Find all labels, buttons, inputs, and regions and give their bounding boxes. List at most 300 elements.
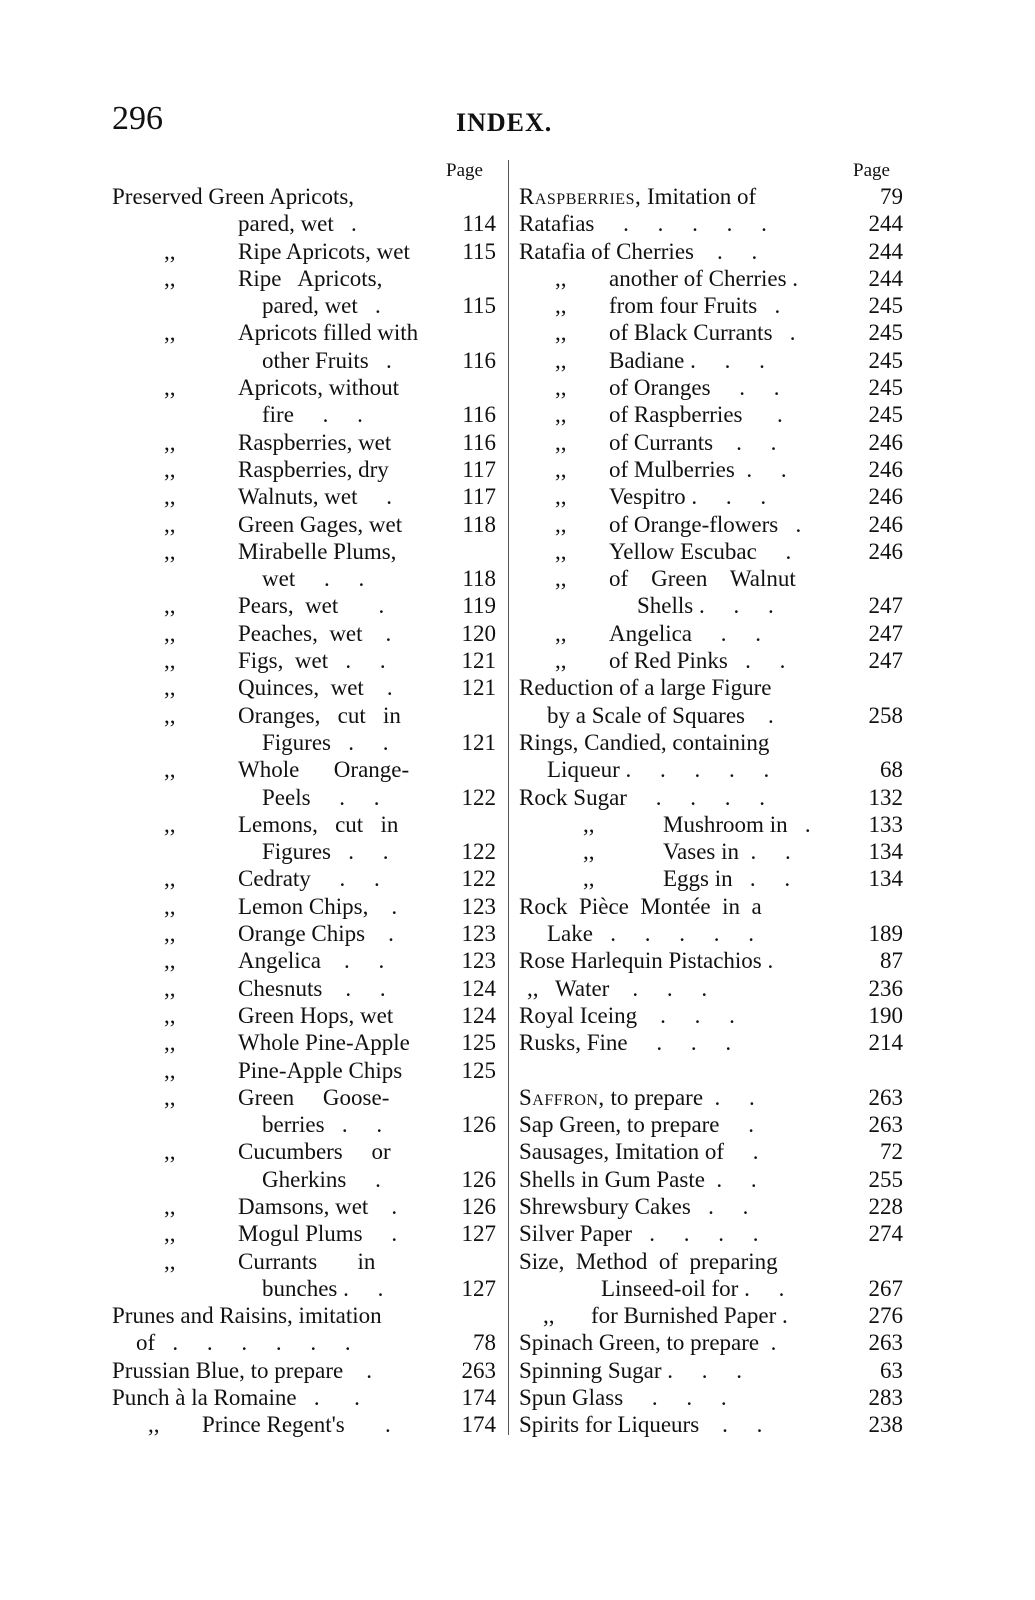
ditto-mark: ,,: [164, 429, 176, 455]
index-entry: [112, 1111, 496, 1138]
index-entry: [519, 647, 903, 674]
entry-label: other Fruits .: [262, 347, 392, 373]
entry-text: [609, 292, 780, 319]
entry-label: of Raspberries .: [609, 402, 783, 428]
entry-text: [238, 647, 386, 674]
index-entry: [519, 893, 903, 920]
entry-label: Imitation of: [641, 184, 757, 209]
entry-text: [262, 1166, 381, 1193]
right-index-column: [519, 183, 903, 1439]
index-entry: [519, 1357, 903, 1384]
ditto-mark: ,,: [164, 921, 176, 947]
index-entry: [112, 1166, 496, 1193]
entry-label: Damsons, wet .: [238, 1193, 398, 1219]
entry-text: [238, 893, 397, 920]
ditto-mark: ,,: [164, 1221, 176, 1247]
entry-label: Figures . .: [262, 839, 389, 865]
index-entry: [112, 920, 496, 947]
index-entry: [519, 565, 903, 592]
column-divider: [508, 160, 509, 1435]
entry-text: [136, 1329, 351, 1356]
ditto-mark: ,,: [555, 484, 567, 510]
page-reference: 134: [868, 839, 903, 865]
index-entry: [112, 183, 496, 210]
index-entry: [112, 1220, 496, 1247]
entry-text: [519, 1084, 755, 1111]
ditto-mark: ,,: [164, 375, 176, 401]
entry-text: [238, 538, 396, 565]
ditto-mark: ,,: [164, 811, 176, 837]
entry-text: [262, 1275, 383, 1302]
index-entry: [112, 702, 496, 729]
ditto-mark: ,,: [164, 1139, 176, 1165]
page-reference: 119: [462, 593, 496, 619]
ditto-mark: ,,: [583, 866, 595, 892]
index-entry: [519, 401, 903, 428]
entry-label: Pears, wet .: [238, 593, 385, 619]
index-entry: [519, 620, 903, 647]
index-entry: [519, 811, 903, 838]
entry-label: Sap Green, to prepare .: [519, 1112, 755, 1138]
page-reference: 124: [461, 975, 496, 1001]
index-entry: [112, 1411, 496, 1438]
entry-label: Green Hops, wet: [238, 1002, 394, 1028]
entry-text: [238, 702, 401, 729]
ditto-mark: ,,: [164, 620, 176, 646]
entry-label: fire . .: [262, 402, 363, 428]
page-reference: 214: [868, 1030, 903, 1056]
entry-text: [238, 1084, 389, 1111]
entry-text: [238, 238, 410, 265]
entry-text: [519, 729, 769, 756]
entry-label: Oranges, cut in: [238, 702, 401, 728]
entry-label: Figures . .: [262, 729, 389, 755]
ditto-mark: ,,: [164, 648, 176, 674]
ditto-mark: ,,: [555, 648, 567, 674]
index-entry: [112, 975, 496, 1002]
page-reference: 283: [868, 1385, 903, 1411]
entry-text: [609, 401, 783, 428]
entry-label: of Oranges . .: [609, 375, 780, 401]
entry-text: [519, 1220, 759, 1247]
ditto-mark: ,,: [164, 866, 176, 892]
index-entry: [112, 210, 496, 237]
entry-label: another of Cherries .: [609, 265, 799, 291]
entry-label: Linseed-oil for . .: [601, 1275, 785, 1301]
entry-label: Rusks, Fine . . .: [519, 1030, 732, 1056]
ditto-mark: ,,: [148, 1412, 160, 1438]
entry-text: [519, 183, 756, 210]
page-reference: 263: [868, 1084, 903, 1110]
page-reference: 247: [868, 620, 903, 646]
page-reference: 79: [880, 184, 903, 209]
index-entry: [519, 319, 903, 346]
page-reference: 238: [868, 1412, 903, 1438]
page-reference: 134: [868, 866, 903, 892]
index-entry: [519, 292, 903, 319]
index-entry: [112, 838, 496, 865]
page-reference: 190: [868, 1002, 903, 1028]
entry-text: [238, 1193, 397, 1220]
entry-text: [519, 210, 767, 237]
index-entry: [112, 1248, 496, 1275]
entry-label: of . . . . . .: [136, 1330, 351, 1356]
entry-text: [547, 756, 769, 783]
index-entry: [519, 920, 903, 947]
entry-text: [519, 947, 773, 974]
page-reference: 122: [461, 784, 496, 810]
entry-label: Mushroom in .: [663, 811, 811, 837]
index-entry: [519, 265, 903, 292]
entry-text: [519, 1248, 778, 1275]
page-reference: 246: [868, 429, 903, 455]
index-entry: [519, 702, 903, 729]
page-reference: 246: [868, 538, 903, 564]
entry-text: [519, 674, 772, 701]
entry-label: Cucumbers or: [238, 1139, 391, 1165]
entry-label: Shells . . .: [637, 593, 774, 619]
index-entry: [519, 1329, 903, 1356]
index-entry: [112, 374, 496, 401]
entry-label: of Black Currants .: [609, 320, 796, 346]
entry-label: Yellow Escubac .: [609, 538, 792, 564]
entry-text: [547, 920, 754, 947]
entry-label: Peels . .: [262, 784, 380, 810]
page-reference: 117: [462, 484, 496, 510]
index-entry: [519, 538, 903, 565]
entry-text: [238, 1138, 391, 1165]
entry-label: Ripe Apricots, wet: [238, 238, 410, 264]
ditto-mark: ,,: [164, 238, 176, 264]
index-entry: [112, 756, 496, 783]
entry-label: Figs, wet . .: [238, 648, 386, 674]
entry-label: Silver Paper . . . .: [519, 1221, 759, 1247]
index-entry: [112, 1329, 496, 1356]
entry-label: Mogul Plums .: [238, 1221, 398, 1247]
index-entry: [519, 374, 903, 401]
entry-text: [202, 1411, 391, 1438]
page-reference: 114: [462, 211, 496, 237]
entry-text: [609, 647, 785, 674]
page-reference: 244: [868, 211, 903, 237]
ditto-mark: ,,: [583, 839, 595, 865]
ditto-mark: ,,: [555, 620, 567, 646]
left-page-column-label: Page: [446, 160, 483, 181]
index-entry: [519, 975, 903, 1002]
index-entry: [112, 647, 496, 674]
entry-text: [609, 265, 798, 292]
entry-label: Rose Harlequin Pistachios .: [519, 948, 774, 974]
page-reference: 124: [461, 1002, 496, 1028]
index-entry: [112, 511, 496, 538]
page-reference: 174: [461, 1385, 496, 1411]
index-entry: [112, 729, 496, 756]
entry-text: [609, 511, 801, 538]
index-entry: [519, 1111, 903, 1138]
page-reference: 247: [868, 648, 903, 674]
entry-text: [609, 429, 776, 456]
ditto-mark: ,,: [555, 402, 567, 428]
entry-label: Angelica . .: [238, 948, 385, 974]
index-entry: [519, 674, 903, 701]
page-reference: 245: [868, 320, 903, 346]
index-entry: [519, 729, 903, 756]
index-entry: [112, 538, 496, 565]
entry-text: [238, 756, 409, 783]
ditto-mark: ,,: [583, 811, 595, 837]
entry-text: [238, 210, 357, 237]
entry-text: [238, 511, 402, 538]
entry-label: Lemon Chips, .: [238, 893, 398, 919]
page-reference: 115: [462, 238, 496, 264]
entry-label: Whole Orange-: [238, 757, 410, 783]
entry-label: Peaches, wet .: [238, 620, 392, 646]
entry-text: [519, 893, 762, 920]
entry-label: by a Scale of Squares .: [547, 702, 774, 728]
entry-label: Orange Chips .: [238, 921, 394, 947]
index-entry: [519, 865, 903, 892]
entry-text: [238, 620, 391, 647]
page-reference: 274: [868, 1221, 903, 1247]
entry-label: Badiane . . .: [609, 347, 765, 373]
page-reference: 126: [461, 1112, 496, 1138]
page-reference: 228: [868, 1193, 903, 1219]
entry-text: [262, 401, 363, 428]
index-entry: [519, 592, 903, 619]
entry-label: Shrewsbury Cakes . .: [519, 1193, 749, 1219]
page-reference: 127: [461, 1275, 496, 1301]
entry-label: Royal Iceing . . .: [519, 1002, 735, 1028]
page-reference: 245: [868, 402, 903, 428]
entry-label: Spinning Sugar . . .: [519, 1357, 742, 1383]
entry-text: [519, 1138, 759, 1165]
page-reference: 133: [868, 811, 903, 837]
page-reference: 174: [461, 1412, 496, 1438]
ditto-mark: ,,: [555, 347, 567, 373]
entry-label: of Orange-flowers .: [609, 511, 802, 537]
ditto-mark: ,,: [164, 893, 176, 919]
entry-label: Pine-Apple Chips: [238, 1057, 403, 1083]
entry-text: [663, 865, 790, 892]
page-reference: 276: [868, 1303, 903, 1329]
ditto-mark: ,,: [164, 320, 176, 346]
entry-label: Cedraty . .: [238, 866, 380, 892]
page-reference: 263: [868, 1112, 903, 1138]
entry-heading-word: Raspberries,: [519, 184, 642, 209]
entry-label: Water . . .: [555, 975, 708, 1001]
entry-label: Spinach Green, to prepare .: [519, 1330, 777, 1356]
entry-text: [519, 1384, 727, 1411]
page-reference: 123: [461, 921, 496, 947]
page-reference: 123: [461, 948, 496, 974]
ditto-mark: ,,: [164, 456, 176, 482]
ditto-mark: ,,: [164, 948, 176, 974]
index-entry: [112, 1193, 496, 1220]
page-reference: 132: [868, 784, 903, 810]
index-entry: [112, 1029, 496, 1056]
entry-text: [663, 811, 811, 838]
entry-label: Sausages, Imitation of .: [519, 1139, 759, 1165]
index-entry: [519, 1248, 903, 1275]
entry-label: Lemons, cut in: [238, 811, 399, 837]
page-reference: 78: [473, 1330, 496, 1356]
entry-label: of Currants . .: [609, 429, 777, 455]
entry-text: [609, 347, 765, 374]
index-entry: [519, 838, 903, 865]
entry-text: [519, 1329, 776, 1356]
page-reference: 115: [462, 293, 496, 319]
index-entry: [519, 1302, 903, 1329]
ditto-mark: ,,: [164, 1057, 176, 1083]
page-reference: 126: [461, 1193, 496, 1219]
right-page-column-label: Page: [853, 160, 890, 181]
page-reference: 244: [868, 238, 903, 264]
index-entry: [112, 565, 496, 592]
entry-label: Vases in . .: [663, 839, 791, 865]
entry-text: [238, 947, 384, 974]
entry-label: Eggs in . .: [663, 866, 791, 892]
entry-label: pared, wet .: [238, 211, 357, 237]
entry-label: Mirabelle Plums,: [238, 538, 397, 564]
entry-label: Green Goose-: [238, 1084, 390, 1110]
index-entry: [519, 1029, 903, 1056]
ditto-mark: ,,: [164, 1002, 176, 1028]
entry-text: [238, 265, 382, 292]
page-reference: 72: [880, 1139, 903, 1165]
entry-label: Spun Glass . . .: [519, 1385, 727, 1411]
index-entry: [519, 1411, 903, 1438]
index-entry: [519, 456, 903, 483]
ditto-mark: ,,: [555, 320, 567, 346]
page-reference: 263: [461, 1357, 496, 1383]
entry-text: [238, 865, 380, 892]
entry-text: [519, 1193, 748, 1220]
index-entry: [112, 1357, 496, 1384]
entry-label: Vespitro . . .: [609, 484, 767, 510]
page-reference: 125: [461, 1057, 496, 1083]
index-entry: [112, 429, 496, 456]
entry-text: [112, 1357, 372, 1384]
entry-text: [519, 1002, 735, 1029]
section-gap: [519, 1057, 903, 1084]
index-entry: [112, 1057, 496, 1084]
entry-text: [519, 1357, 742, 1384]
index-entry: [112, 592, 496, 619]
page-reference: 127: [461, 1221, 496, 1247]
ditto-mark: ,,: [164, 265, 176, 291]
index-entry: [112, 1002, 496, 1029]
page-reference: 121: [461, 648, 496, 674]
ditto-mark: ,,: [164, 1084, 176, 1110]
entry-label: bunches . .: [262, 1275, 384, 1301]
page-reference: 118: [462, 566, 496, 592]
entry-label: Green Gages, wet: [238, 511, 403, 537]
entry-text: [238, 592, 384, 619]
entry-text: [519, 1411, 762, 1438]
page-reference: 121: [461, 675, 496, 701]
entry-label: Raspberries, dry: [238, 456, 389, 482]
index-entry: [112, 811, 496, 838]
ditto-mark: ,,: [164, 1030, 176, 1056]
entry-text: [112, 183, 354, 210]
ditto-mark: ,,: [555, 456, 567, 482]
ditto-mark: ,,: [555, 293, 567, 319]
entry-text: [112, 1302, 382, 1329]
index-entry: [519, 1193, 903, 1220]
ditto-mark: ,,: [527, 975, 539, 1001]
entry-text: [262, 784, 380, 811]
entry-label: from four Fruits .: [609, 293, 781, 319]
entry-label: for Burnished Paper .: [591, 1303, 788, 1329]
entry-label: Chesnuts . .: [238, 975, 386, 1001]
entry-label: Rock Pièce Montée in a: [519, 893, 762, 919]
index-entry: [112, 620, 496, 647]
page-reference: 63: [880, 1357, 903, 1383]
entry-text: [601, 1275, 784, 1302]
entry-label: wet . .: [262, 566, 365, 592]
entry-label: Whole Pine-Apple: [238, 1030, 410, 1056]
index-entry: [112, 1384, 496, 1411]
page-reference: 236: [868, 975, 903, 1001]
entry-text: [609, 620, 761, 647]
index-entry: [519, 784, 903, 811]
page-title: INDEX.: [456, 108, 553, 137]
page-reference: 246: [868, 484, 903, 510]
index-entry: [519, 429, 903, 456]
page-reference: 122: [461, 839, 496, 865]
index-entry: [519, 1084, 903, 1111]
index-entry: [112, 483, 496, 510]
entry-text: [609, 374, 780, 401]
index-entry: [112, 947, 496, 974]
entry-text: [519, 1029, 731, 1056]
index-entry: [112, 893, 496, 920]
index-entry: [519, 1384, 903, 1411]
left-index-column: [112, 183, 496, 1439]
entry-text: [519, 238, 757, 265]
entry-label: Walnuts, wet .: [238, 484, 393, 510]
index-entry: [519, 511, 903, 538]
page-reference: 126: [461, 1166, 496, 1192]
ditto-mark: ,,: [164, 538, 176, 564]
ditto-mark: ,,: [164, 1193, 176, 1219]
entry-text: [519, 1111, 754, 1138]
page-reference: 246: [868, 511, 903, 537]
entry-label: to prepare . .: [604, 1084, 755, 1110]
page-number: 296: [112, 100, 163, 137]
index-entry: [112, 1138, 496, 1165]
entry-text: [262, 729, 389, 756]
entry-label: Prince Regent's .: [202, 1412, 391, 1438]
index-entry: [519, 210, 903, 237]
index-entry: [519, 1275, 903, 1302]
index-entry: [519, 756, 903, 783]
entry-label: Gherkins .: [262, 1166, 381, 1192]
entry-text: [238, 811, 398, 838]
entry-label: of Green Walnut: [609, 566, 796, 592]
page-reference: 245: [868, 375, 903, 401]
ditto-mark: ,,: [164, 702, 176, 728]
entry-text: [238, 1057, 402, 1084]
index-entry: [519, 1138, 903, 1165]
index-entry: [519, 483, 903, 510]
entry-label: Preserved Green Apricots,: [112, 184, 355, 209]
entry-text: [519, 784, 765, 811]
entry-text: [591, 1302, 788, 1329]
ditto-mark: ,,: [164, 675, 176, 701]
page-reference: 267: [868, 1275, 903, 1301]
entry-label: Ratafia of Cherries . .: [519, 238, 758, 264]
